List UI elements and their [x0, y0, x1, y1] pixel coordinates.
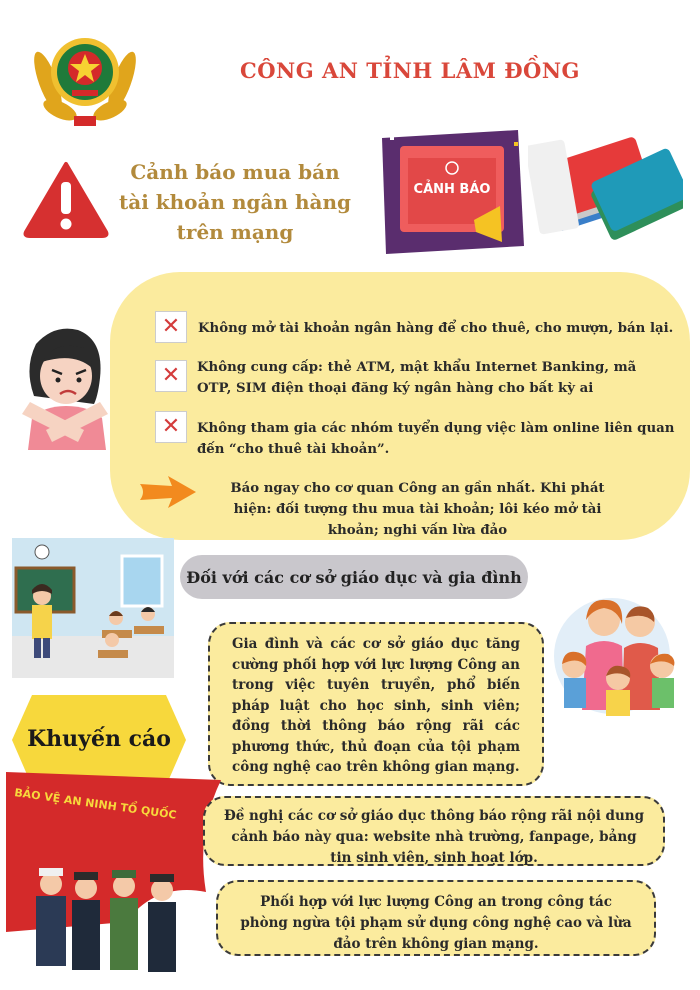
- warning-title: [110, 157, 360, 247]
- cross-icon: ✕: [155, 311, 187, 343]
- education-line: công nghệ cao trên không gian mạng.: [232, 759, 520, 775]
- education-line: Gia đình và các cơ sở giáo dục tăng: [232, 636, 520, 652]
- warning-alert-image: [378, 128, 528, 258]
- classroom-image: [12, 538, 174, 678]
- warning-title-line: tài khoản ngân hàng: [119, 190, 351, 214]
- schools-notice-box: Đề nghị các cơ sở giáo dục thông báo rộng rãi nội dung cảnh báo này qua: website nhà trường, fanpage, bảng tin sinh viên, sinh hoạt lớp.: [203, 796, 665, 866]
- coordination-box: Phối hợp với lực lượng Công an trong công tác phòng ngừa tội phạm sử dụng công nghệ cao và lừa đảo trên không gian mạng.: [216, 880, 656, 956]
- flag-banner-text: BẢO VỆ AN NINH TỔ QUỐC: [13, 786, 178, 822]
- cross-icon: ✕: [155, 360, 187, 392]
- education-line: trong việc tuyên truyền, phổ biến: [232, 677, 520, 693]
- education-line: cường phối hợp với lực lượng Công an: [232, 656, 520, 673]
- police-emblem-icon: [30, 22, 140, 132]
- family-image: [552, 590, 687, 720]
- warning-title-line: trên mạng: [176, 220, 294, 244]
- recommendation-label: Khuyến cáo: [27, 726, 171, 752]
- education-heading: Đối với các cơ sở giáo dục và gia đình: [180, 555, 528, 599]
- warning-triangle-icon: [22, 160, 110, 238]
- police-flag-image: [6, 772, 221, 984]
- cross-icon: ✕: [155, 411, 187, 443]
- dont-item: Không tham gia các nhóm tuyển dụng việc làm online liên quan đến “cho thuê tài khoản”.: [197, 421, 675, 457]
- education-line: phương thức, thủ đoạn của tội phạm: [232, 738, 520, 755]
- dont-item: Không mở tài khoản ngân hàng để cho thuê, cho mượn, bán lại.: [198, 321, 674, 336]
- education-line: đồng thời thông báo rộng rãi các: [232, 718, 520, 734]
- canh-bao-badge: CẢNH BÁO: [413, 182, 491, 197]
- education-line: pháp luật cho học sinh, sinh viên;: [232, 697, 520, 714]
- page-title: CÔNG AN TỈNH LÂM ĐỒNG: [240, 58, 580, 83]
- arrow-right-icon: [138, 474, 198, 510]
- dont-item: Không cung cấp: thẻ ATM, mật khẩu Internet Banking, mã OTP, SIM điện thoại đăng ký ngân hàng cho bất kỳ ai: [197, 360, 637, 396]
- education-recommendation-box: [208, 622, 544, 786]
- warning-title-line: Cảnh báo mua bán: [130, 160, 340, 184]
- girl-crossed-arms-image: [14, 318, 114, 450]
- bank-cards-image: [528, 132, 683, 244]
- report-text: Báo ngay cho cơ quan Công an gần nhất. Khi phát hiện: đối tượng thu mua tài khoản; lôi kéo mở tài khoản; nghi vấn lừa đảo: [230, 481, 605, 538]
